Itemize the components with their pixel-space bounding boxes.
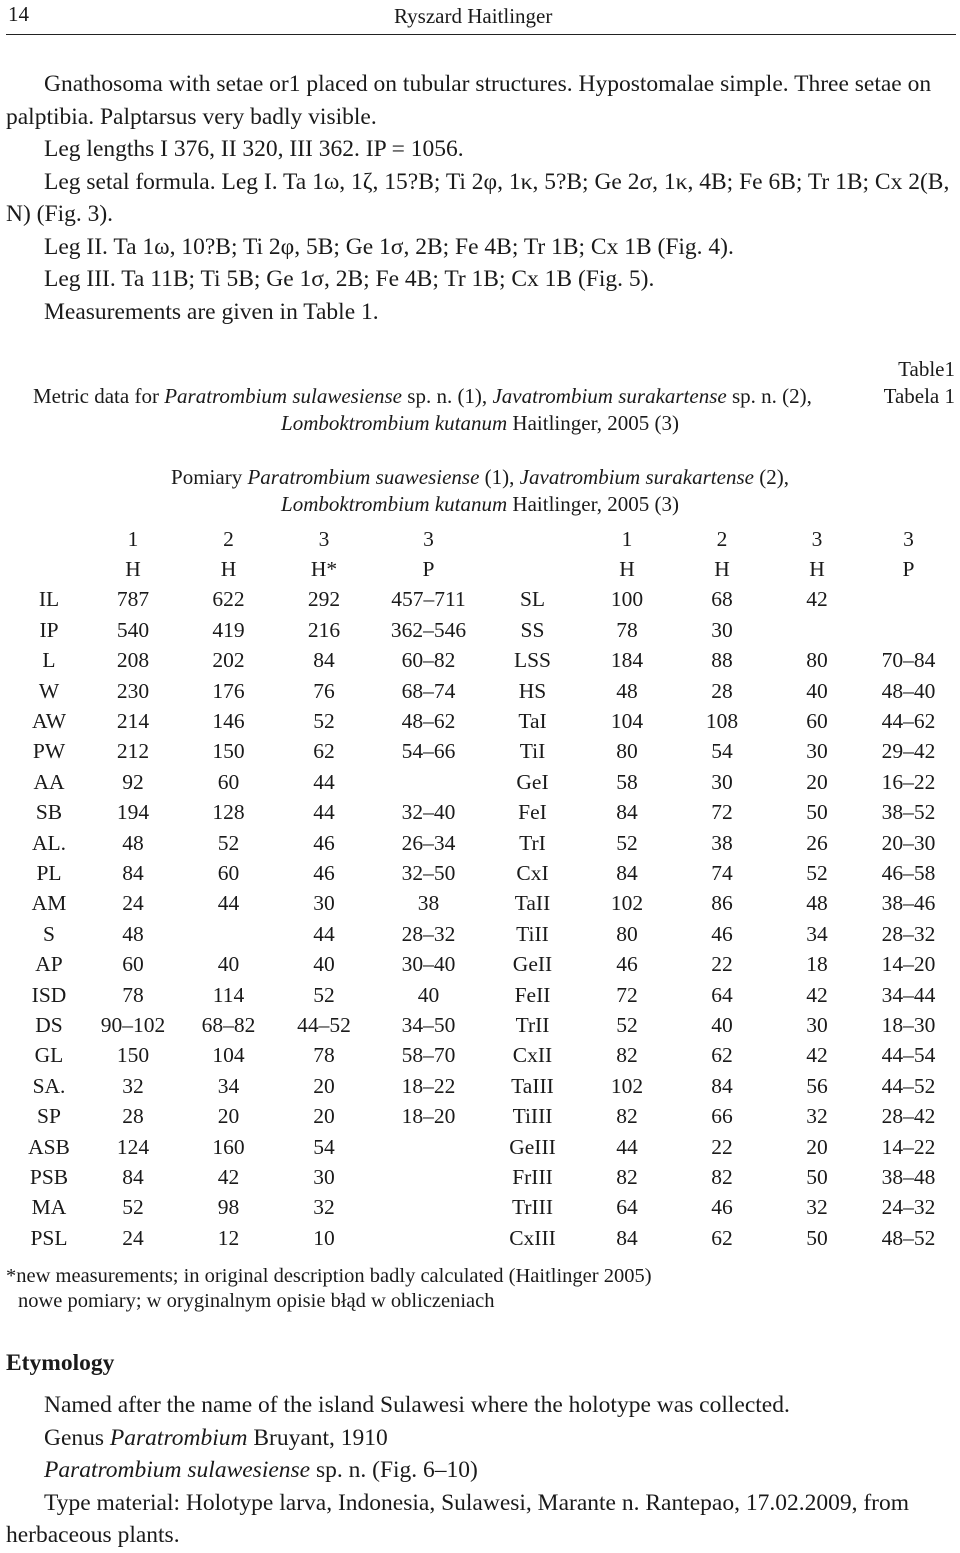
- table-cell: 540: [116, 617, 150, 642]
- table-cell: 92: [122, 769, 144, 794]
- table-cell: IL: [38, 587, 60, 612]
- table-cell: 32–40: [401, 800, 456, 825]
- table-cell: CxI: [516, 860, 549, 885]
- measurements-table: [14, 524, 954, 1253]
- table-cell: AL.: [31, 830, 67, 855]
- etymology-heading: Etymology: [6, 1350, 115, 1376]
- table-cell: 202: [212, 648, 245, 673]
- table-cell: SS: [520, 617, 545, 642]
- table-cell: 48: [616, 678, 638, 703]
- table-cell: 1: [127, 526, 139, 551]
- table-cell: 84: [122, 1164, 144, 1189]
- table-cell: 102: [610, 1073, 644, 1098]
- table-row: [14, 676, 954, 706]
- table-cell: H: [714, 557, 730, 582]
- table-cell: 622: [212, 587, 245, 612]
- table-cell: LSS: [513, 648, 552, 673]
- table-cell: H: [220, 557, 237, 582]
- table-cell: 48–52: [881, 1225, 936, 1250]
- table-cell: 457–711: [391, 587, 466, 612]
- table-cell: 104: [212, 1043, 245, 1068]
- table-cell: 48–62: [401, 709, 456, 734]
- table-cell: 20: [217, 1104, 240, 1129]
- footnote-en: *new measurements; in original description badly calculated (Haitlinger 2005): [6, 1265, 652, 1287]
- table-cell: [484, 554, 581, 584]
- type-material-line: Type material: Holotype larva, Indonesia, Sulawesi, Marante n. Rantepao, 17.02.2009, from herbaceous plants.: [6, 1489, 910, 1548]
- table-cell: 40: [806, 678, 828, 703]
- description-section: [6, 68, 956, 328]
- table-cell: TaII: [514, 891, 551, 916]
- table-cell: 32: [806, 1195, 828, 1220]
- table-cell: 128: [212, 800, 245, 825]
- table-cell: 76: [313, 678, 335, 703]
- table-cell: 52: [616, 830, 638, 855]
- table-cell: GL: [34, 1043, 64, 1068]
- table-cell: 62: [711, 1225, 733, 1250]
- table-cell: 48: [806, 891, 828, 916]
- table-cell: TiIII: [512, 1104, 553, 1129]
- table-cell: 124: [116, 1134, 150, 1159]
- table-cell: 208: [116, 648, 150, 673]
- table-cell: 46: [313, 860, 335, 885]
- table-cell: 3: [811, 526, 823, 551]
- table-cell: 82: [616, 1104, 638, 1129]
- table-cell: 14–22: [881, 1134, 936, 1159]
- table-caption-en-line1: Metric data for Paratrombium sulawesiense sp. n. (1), Javatrombium surakartense sp. n. (2),: [33, 384, 812, 408]
- table-cell: 22: [711, 1134, 733, 1159]
- table-cell: [14, 554, 84, 584]
- table-cell: 60: [806, 709, 828, 734]
- table-cell: 44: [217, 891, 240, 916]
- table-cell: 48: [122, 921, 144, 946]
- table-cell: 24: [122, 1225, 144, 1250]
- table-cell: 48: [122, 830, 144, 855]
- table-cell: 78: [122, 982, 144, 1007]
- table-cell: 46: [711, 1195, 733, 1220]
- table-cell: 42: [806, 982, 828, 1007]
- table-caption-pl-line1: Pomiary Paratrombium suawesiense (1), Javatrombium surakartense (2),: [171, 465, 789, 489]
- table-cell: AW: [31, 709, 67, 734]
- table-cell: 104: [610, 709, 644, 734]
- table-cell: 48–40: [881, 678, 936, 703]
- table-row: [14, 1071, 954, 1101]
- table-cell: 82: [711, 1164, 733, 1189]
- table-cell: 362–546: [390, 617, 467, 642]
- table-cell: 28: [122, 1104, 144, 1129]
- table-header-row: [14, 524, 954, 554]
- table-cell: 84: [616, 860, 638, 885]
- table-cell: [373, 1132, 484, 1162]
- table-cell: H*: [310, 557, 338, 582]
- table-cell: AA: [33, 769, 65, 794]
- table-cell: 64: [616, 1195, 638, 1220]
- table-cell: GeI: [516, 769, 549, 794]
- table-cell: 2: [223, 526, 234, 551]
- table-cell: 18–20: [401, 1104, 456, 1129]
- table-cell: 212: [116, 739, 150, 764]
- table-cell: 32: [122, 1073, 144, 1098]
- table-cell: 52: [313, 709, 335, 734]
- table-cell: TrI: [519, 830, 546, 855]
- table-row: [14, 767, 954, 797]
- table-cell: 72: [711, 800, 733, 825]
- table-cell: FeII: [514, 982, 551, 1007]
- table-row: [14, 858, 954, 888]
- table-cell: SP: [37, 1104, 61, 1129]
- table-label-en: Table1: [898, 357, 955, 381]
- species-line: Paratrombium sulawesiense sp. n. (Fig. 6–10): [44, 1457, 478, 1483]
- table-cell: HS: [518, 678, 547, 703]
- table-cell: 44–62: [881, 709, 936, 734]
- table-cell: 68: [711, 587, 733, 612]
- table-cell: 40: [313, 952, 335, 977]
- table-cell: 160: [212, 1134, 245, 1159]
- table-cell: 44–54: [881, 1043, 936, 1068]
- table-cell: 38: [711, 830, 733, 855]
- table-cell: 26–34: [401, 830, 456, 855]
- genus-line: Genus Paratrombium Bruyant, 1910: [44, 1424, 388, 1451]
- table-row: [14, 1041, 954, 1071]
- table-cell: FeI: [518, 800, 547, 825]
- table-cell: 34: [806, 921, 828, 946]
- table-cell: MA: [31, 1195, 67, 1220]
- table-label-pl: Tabela 1: [883, 384, 955, 408]
- table-cell: 60: [122, 952, 144, 977]
- table-cell: 2: [716, 526, 728, 551]
- table-cell: 176: [212, 678, 245, 703]
- table-cell: 80: [616, 921, 638, 946]
- table-cell: GeII: [512, 952, 553, 977]
- table-cell: PSB: [29, 1164, 69, 1189]
- table-cell: 12: [217, 1225, 240, 1250]
- table-row: [14, 585, 954, 615]
- table-cell: SA.: [32, 1073, 66, 1098]
- table-cell: 62: [711, 1043, 733, 1068]
- table-cell: 34: [217, 1073, 240, 1098]
- table-cell: 3: [318, 526, 330, 551]
- table-cell: AP: [35, 952, 63, 977]
- table-cell: 58–70: [401, 1043, 456, 1068]
- table-row: [14, 1193, 954, 1223]
- table-cell: 150: [212, 739, 245, 764]
- table-caption-pl-line2: Lomboktrombium kutanum Haitlinger, 2005 (3): [281, 492, 679, 516]
- table-row: [14, 1132, 954, 1162]
- table-cell: 50: [806, 800, 828, 825]
- table-cell: 419: [212, 617, 245, 642]
- table-cell: 80: [806, 648, 828, 673]
- table-row: [14, 737, 954, 767]
- table-cell: 18–22: [401, 1073, 456, 1098]
- table-cell: 98: [217, 1195, 240, 1220]
- table-row: [14, 706, 954, 736]
- table-cell: 60: [217, 769, 240, 794]
- table-cell: 16–22: [881, 769, 936, 794]
- table-cell: 78: [616, 617, 638, 642]
- table-cell: 70–84: [881, 648, 936, 673]
- table-cell: GeIII: [509, 1134, 556, 1159]
- table-cell: 40: [711, 1012, 733, 1037]
- table-cell: 40: [417, 982, 440, 1007]
- table-cell: 114: [212, 982, 245, 1007]
- table-row: [14, 615, 954, 645]
- table-cell: 54–66: [401, 739, 456, 764]
- table-cell: 32–50: [401, 860, 456, 885]
- table-cell: 18–30: [881, 1012, 936, 1037]
- table-cell: PL: [36, 860, 62, 885]
- table-cell: 34–50: [401, 1012, 456, 1037]
- table-row: [14, 1223, 954, 1253]
- table-cell: 62: [313, 739, 335, 764]
- table-cell: 52: [217, 830, 240, 855]
- table-cell: TaIII: [511, 1073, 554, 1098]
- table-cell: 44: [313, 769, 335, 794]
- paragraph-leg-lengths: Leg lengths I 376, II 320, III 362. IP = 1056.: [44, 136, 464, 162]
- table-cell: 10: [313, 1225, 335, 1250]
- table-cell: PSL: [30, 1225, 68, 1250]
- table-cell: 42: [806, 1043, 828, 1068]
- table-cell: 54: [711, 739, 733, 764]
- table-cell: 44: [313, 921, 335, 946]
- table-cell: PW: [32, 739, 66, 764]
- table-row: [14, 1162, 954, 1192]
- table-cell: 84: [313, 648, 335, 673]
- table-cell: 58: [616, 769, 638, 794]
- table-cell: 74: [711, 860, 733, 885]
- table-cell: 38–48: [881, 1164, 936, 1189]
- table-row: [14, 919, 954, 949]
- table-cell: 52: [313, 982, 335, 1007]
- table-cell: TrIII: [511, 1195, 554, 1220]
- table-cell: 38: [417, 891, 440, 916]
- table-cell: 30: [711, 769, 733, 794]
- table-cell: 44: [313, 800, 335, 825]
- table-cell: 20: [313, 1104, 335, 1129]
- table-cell: 30: [313, 1164, 335, 1189]
- table-cell: S: [43, 921, 55, 946]
- table-row: [14, 1010, 954, 1040]
- etymology-text: Named after the name of the island Sulawesi where the holotype was collected.: [44, 1392, 790, 1418]
- table-cell: CxIII: [509, 1225, 556, 1250]
- table-cell: 20: [806, 769, 828, 794]
- table-cell: 30: [313, 891, 335, 916]
- table-cell: 42: [806, 587, 828, 612]
- table-cell: 26: [806, 830, 828, 855]
- table-cell: 28–42: [881, 1104, 936, 1129]
- table-header-row: [14, 554, 954, 584]
- table-cell: 84: [616, 1225, 638, 1250]
- table-cell: H: [125, 557, 141, 582]
- table-row: [14, 949, 954, 979]
- table-cell: 28: [711, 678, 733, 703]
- table-row: [14, 798, 954, 828]
- table-cell: [373, 1193, 484, 1223]
- table-cell: 46: [711, 921, 733, 946]
- table-cell: 82: [616, 1043, 638, 1068]
- table-cell: 84: [616, 800, 638, 825]
- table-row: [14, 889, 954, 919]
- table-cell: 80: [616, 739, 638, 764]
- table-cell: 46–58: [881, 860, 936, 885]
- table-cell: 146: [212, 709, 245, 734]
- table-cell: 32: [806, 1104, 828, 1129]
- table-cell: 90–102: [100, 1012, 166, 1037]
- table-cell: 38–52: [881, 800, 936, 825]
- table-cell: H: [619, 557, 635, 582]
- table-cell: 184: [610, 648, 644, 673]
- table-cell: 22: [711, 952, 733, 977]
- table-cell: SB: [35, 800, 63, 825]
- table-cell: 20–30: [881, 830, 936, 855]
- table-cell: 1: [621, 526, 633, 551]
- table-cell: 30: [806, 1012, 828, 1037]
- table-row: [14, 646, 954, 676]
- table-cell: 24: [122, 891, 144, 916]
- table-cell: ASB: [28, 1134, 70, 1159]
- table-cell: TaI: [518, 709, 547, 734]
- table-cell: 3: [423, 526, 434, 551]
- table-cell: 30–40: [401, 952, 456, 977]
- table-cell: 3: [903, 526, 914, 551]
- table-cell: 108: [705, 709, 739, 734]
- table-cell: W: [38, 678, 60, 703]
- table-cell: [863, 615, 954, 645]
- table-cell: 78: [313, 1043, 335, 1068]
- table-cell: [373, 1162, 484, 1192]
- table-cell: 88: [711, 648, 733, 673]
- table-cell: 40: [217, 952, 240, 977]
- table-cell: 56: [806, 1073, 828, 1098]
- table-cell: 20: [313, 1073, 335, 1098]
- table-cell: 150: [116, 1043, 150, 1068]
- table-cell: 28–32: [881, 921, 936, 946]
- table-cell: 34–44: [881, 982, 936, 1007]
- paragraph-leg-setal-formula: Leg setal formula. Leg I. Ta 1ω, 1ζ, 15?B; Ti 2φ, 1κ, 5?B; Ge 2σ, 1κ, 4B; Fe 6B; Tr 1B; Cx 2(B, N) (Fig. 3).: [6, 168, 950, 227]
- table-cell: 84: [122, 860, 144, 885]
- table-cell: AM: [31, 891, 67, 916]
- table-row: [14, 980, 954, 1010]
- table-cell: 44: [616, 1134, 638, 1159]
- table-cell: 20: [806, 1134, 828, 1159]
- table-cell: 14–20: [881, 952, 936, 977]
- table-cell: [484, 524, 581, 554]
- table-cell: 30: [711, 617, 733, 642]
- table-cell: L: [42, 648, 56, 673]
- table-cell: 292: [307, 587, 341, 612]
- paragraph-gnathosoma: Gnathosoma with setae or1 placed on tubular structures. Hypostomalae simple. Three setae on palptibia. Palptarsus very badly visible.: [6, 71, 932, 130]
- table-cell: 52: [616, 1012, 638, 1037]
- table-cell: 60–82: [401, 648, 456, 673]
- table-cell: 230: [116, 678, 150, 703]
- table-cell: [373, 767, 484, 797]
- table-cell: TiII: [516, 921, 549, 946]
- table-cell: 82: [616, 1164, 638, 1189]
- table-cell: 68–82: [201, 1012, 256, 1037]
- paragraph-leg-2: Leg II. Ta 1ω, 10?B; Ti 2φ, 5B; Ge 1σ, 2B; Fe 4B; Tr 1B; Cx 1B (Fig. 4).: [44, 233, 734, 260]
- table-cell: 46: [616, 952, 638, 977]
- table-row: [14, 828, 954, 858]
- table-cell: 44–52: [297, 1012, 351, 1037]
- table-cell: P: [902, 557, 915, 582]
- footnote-pl: nowe pomiary; w oryginalnym opisie błąd w obliczeniach: [18, 1290, 495, 1312]
- table-cell: H: [809, 557, 825, 582]
- table-cell: 64: [711, 982, 733, 1007]
- table-cell: 86: [711, 891, 733, 916]
- table-cell: 32: [313, 1195, 335, 1220]
- table-cell: DS: [35, 1012, 63, 1037]
- table-cell: [863, 585, 954, 615]
- table-cell: 54: [313, 1134, 335, 1159]
- table-cell: ISD: [31, 982, 67, 1007]
- table-cell: 72: [616, 982, 638, 1007]
- table-cell: 52: [122, 1195, 144, 1220]
- table-cell: 44–52: [881, 1073, 936, 1098]
- table-cell: 50: [806, 1164, 828, 1189]
- table-cell: 18: [806, 952, 828, 977]
- table-cell: SL: [519, 587, 546, 612]
- table-cell: 30: [806, 739, 828, 764]
- table-cell: 38–46: [881, 891, 936, 916]
- table-row: [14, 1101, 954, 1131]
- table-cell: 194: [116, 800, 150, 825]
- table-cell: FrIII: [512, 1164, 553, 1189]
- table-cell: 60: [217, 860, 240, 885]
- etymology-section: [6, 1389, 956, 1552]
- table-cell: [182, 919, 275, 949]
- table-cell: 214: [116, 709, 150, 734]
- table-cell: 84: [711, 1073, 733, 1098]
- table-cell: 66: [711, 1104, 733, 1129]
- table-cell: 29–42: [881, 739, 936, 764]
- paragraph-measurements: Measurements are given in Table 1.: [44, 298, 379, 325]
- table-cell: 52: [806, 860, 828, 885]
- table-cell: 24–32: [881, 1195, 936, 1220]
- table-cell: 50: [806, 1225, 828, 1250]
- table-cell: 787: [116, 587, 150, 612]
- table-cell: P: [422, 557, 435, 582]
- table-cell: TrII: [515, 1012, 550, 1037]
- table-cell: TiI: [519, 739, 546, 764]
- page-header: [6, 0, 956, 35]
- table-cell: [14, 524, 84, 554]
- table-cell: 102: [610, 891, 644, 916]
- table-cell: [373, 1223, 484, 1253]
- table-cell: 46: [313, 830, 335, 855]
- table-cell: IP: [39, 617, 59, 642]
- table-cell: 100: [610, 587, 644, 612]
- table-caption-en-line2: Lomboktrombium kutanum Haitlinger, 2005 (3): [281, 411, 679, 435]
- table-cell: 28–32: [401, 921, 456, 946]
- paragraph-leg-3: Leg III. Ta 11B; Ti 5B; Ge 1σ, 2B; Fe 4B; Tr 1B; Cx 1B (Fig. 5).: [44, 266, 655, 292]
- table-cell: 68–74: [401, 678, 456, 703]
- table-cell: [771, 615, 863, 645]
- table-cell: 42: [217, 1164, 240, 1189]
- table-cell: CxII: [512, 1043, 553, 1068]
- running-head-author: Ryszard Haitlinger: [394, 4, 553, 28]
- page-number: 14: [8, 2, 29, 26]
- table-cell: 216: [307, 617, 341, 642]
